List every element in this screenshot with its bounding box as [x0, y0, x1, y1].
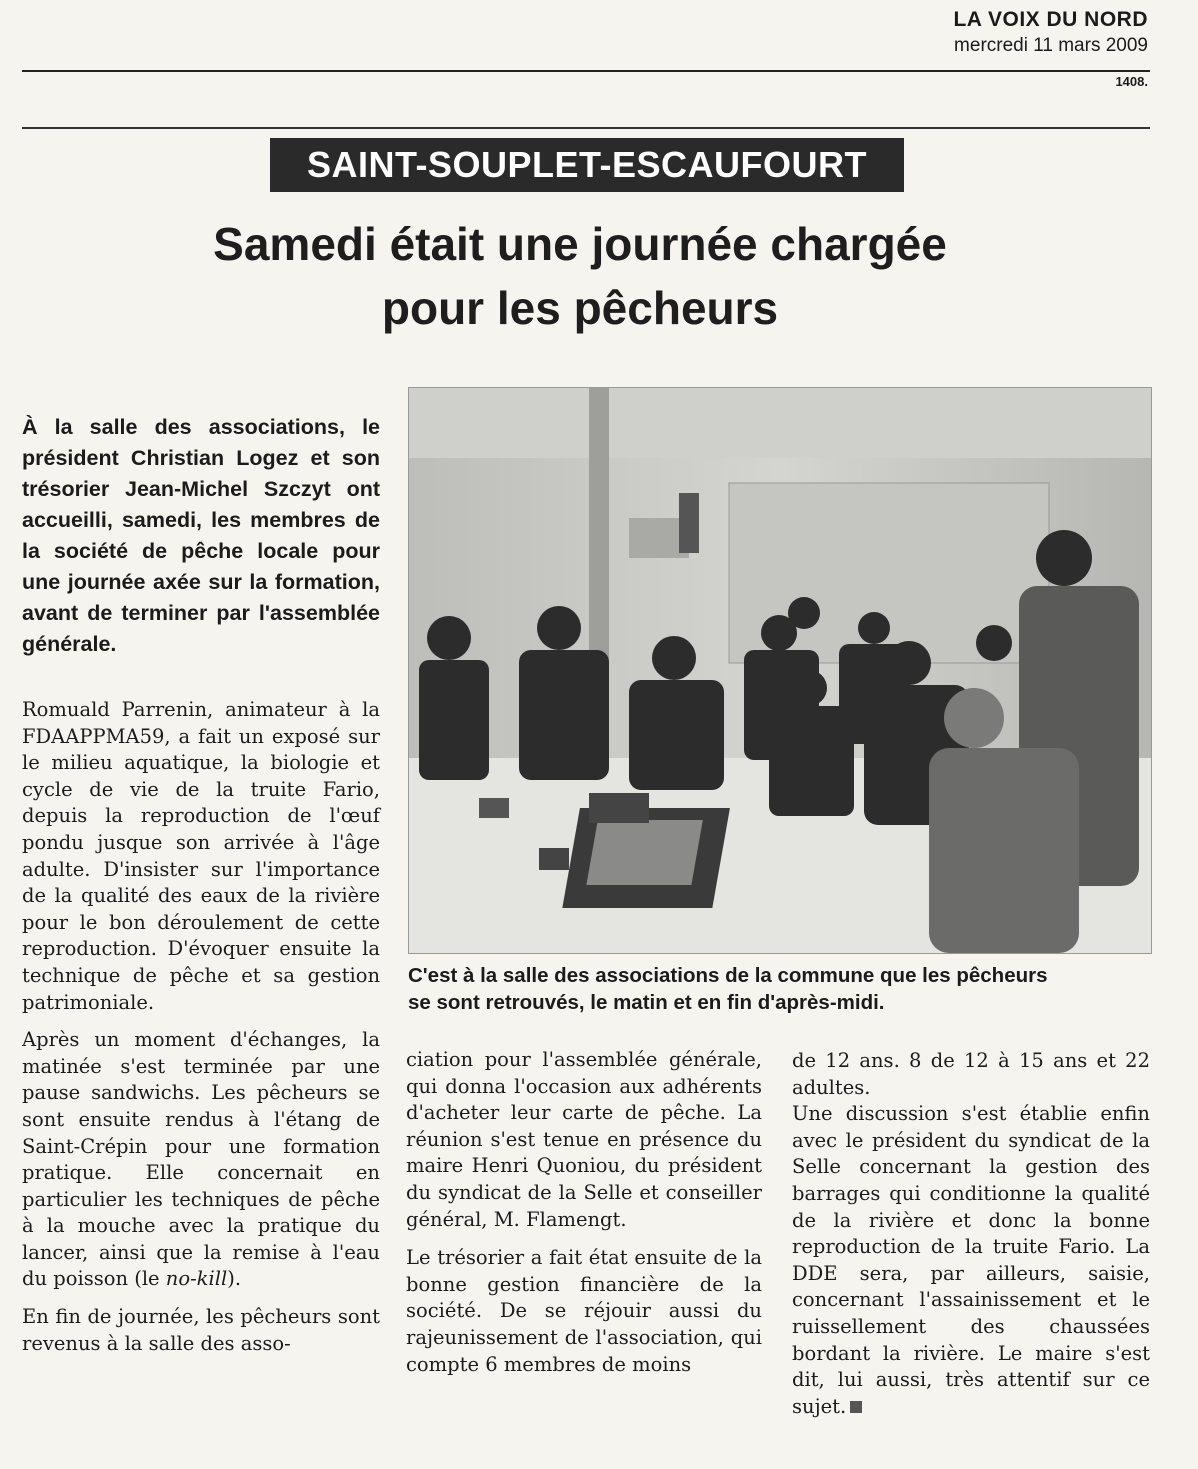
paragraph: Romuald Parrenin, animateur à la FDAAPPMA59, a fait un exposé sur le milieu aquatique, la biologie et cycle de vie de la truite Fario, depuis la reproduction de l'œuf pondu jusque son arrivée à l'âge adulte. D'insister sur l'importance de la qualité des eaux de la rivière pour le bon déroulement de cette reproduction. D'évoquer ensuite la technique de pêche et sa gestion patrimoniale. — [22, 698, 380, 1014]
masthead — [953, 8, 1148, 57]
paragraph: Le trésorier a fait état ensuite de la bonne gestion financière de la société. De se réjouir aussi du rajeunissement de l'association, qui compte 6 membres de moins — [406, 1246, 762, 1376]
page-code: 1408. — [1115, 74, 1148, 89]
end-of-article-icon — [850, 1401, 862, 1413]
body-column-3 — [792, 1048, 1150, 1420]
paragraph — [792, 1101, 1150, 1420]
newspaper-name: LA VOIX DU NORD — [953, 8, 1148, 31]
paragraph-text: ). — [227, 1267, 242, 1291]
location-rubric: SAINT-SOUPLET-ESCAUFOURT — [270, 138, 904, 192]
headline-line-1: Samedi était une journée chargée — [213, 218, 947, 270]
photo-caption — [408, 962, 1156, 1016]
paragraph — [22, 1027, 380, 1293]
paragraph: ciation pour l'assemblée générale, qui donna l'occasion aux adhérents d'acheter leur carte de pêche. La réunion s'est tenue en présence du maire Henri Quoniou, du président du syndicat de la Selle et conseiller général, M. Flamengt. — [406, 1048, 762, 1231]
paragraph: En fin de journée, les pêcheurs sont revenus à la salle des asso- — [22, 1305, 380, 1355]
top-rule — [22, 70, 1150, 72]
meeting-room-photo — [409, 388, 1151, 953]
caption-line-2: se sont retrouvés, le matin et en fin d'après-midi. — [408, 991, 885, 1014]
body-column-1 — [22, 697, 380, 1368]
headline — [60, 212, 1100, 340]
section-rule — [22, 127, 1150, 129]
article-photo — [408, 387, 1152, 954]
paragraph: de 12 ans. 8 de 12 à 15 ans et 22 adultes. — [792, 1049, 1150, 1099]
publication-date: mercredi 11 mars 2009 — [954, 35, 1148, 56]
paragraph-text: Après un moment d'échanges, la matinée s'est terminée par une pause sandwichs. Les pêcheurs se sont ensuite rendus à l'étang de Saint-Crépin pour une formation pratique. Elle concernait en particulier les techniques de pêche à la mouche avec la pratique du lancer, ainsi que la remise à l'eau du poisson (le — [22, 1028, 380, 1291]
paragraph-text: Une discussion s'est établie enfin avec le président du syndicat de la Selle concernant la gestion des barrages qui conditionne la qualité de la rivière et donc la bonne reproduction de la truite Fario. La DDE sera, par ailleurs, saisie, concernant l'assainissement et le ruissellement des chaussées bordant la rivière. Le maire s'est dit, lui aussi, très attentif sur ce sujet. — [792, 1102, 1150, 1418]
body-column-2 — [406, 1047, 762, 1390]
lead-paragraph: À la salle des associations, le président Christian Logez et son trésorier Jean-Michel Szczyt ont accueilli, samedi, les membres de la société de pêche locale pour une journée axée sur la formation, avant de terminer par l'assemblée générale. — [22, 415, 380, 656]
headline-line-2: pour les pêcheurs — [381, 282, 779, 334]
caption-line-1: C'est à la salle des associations de la commune que les pêcheurs — [408, 964, 1048, 987]
italic-term: no-kill — [165, 1267, 228, 1291]
